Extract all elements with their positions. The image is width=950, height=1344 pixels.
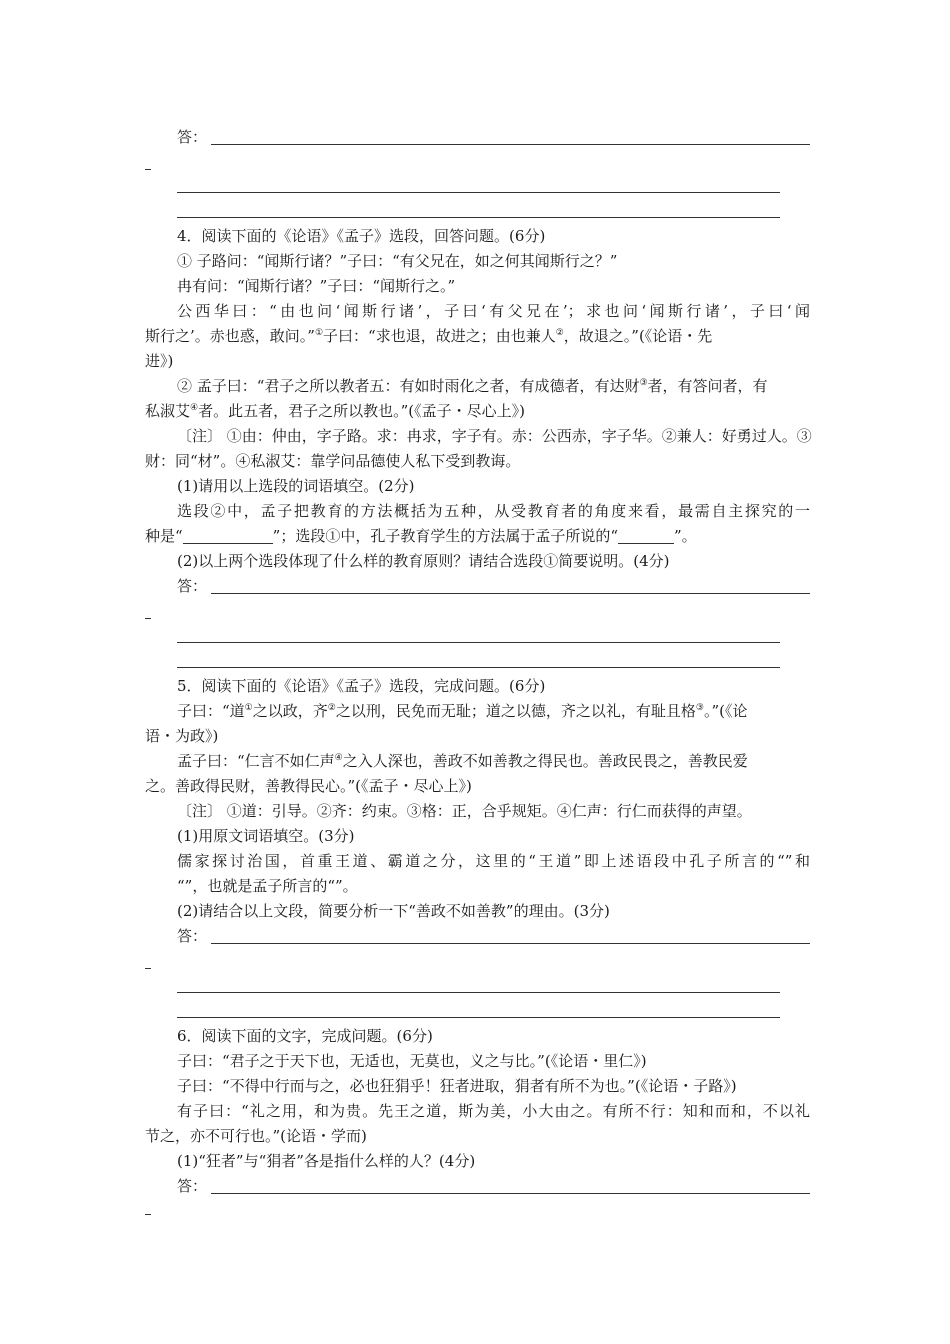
q6-text-line: 有子曰：“礼之用，和为贵。先王之道，斯为美，小大由之。有所不行：知和而和，不以礼	[177, 1102, 810, 1120]
q4-text-line: 进》)	[145, 352, 174, 370]
answer-row-top[interactable]	[177, 125, 810, 150]
q5-sub1-text: 儒家探讨治国，首重王道、霸道之分，这里的“王道”即上述语段中孔子所言的“”和	[177, 852, 810, 870]
text-span: ”。	[674, 527, 697, 545]
text-span: 者，有答问者，有	[647, 377, 768, 395]
q4-text-line: 冉有问：“闻斯行诸？”子曰：“闻斯行之。”	[177, 277, 456, 295]
dash-mark	[145, 169, 151, 170]
answer-row-q6[interactable]	[177, 1174, 810, 1199]
q4-note: 财：同“材”。④私淑艾：靠学问品德使人私下受到教诲。	[145, 452, 521, 470]
q4-sub1: (1)请用以上选段的词语填空。(2分)	[177, 477, 415, 495]
q6-text-line: 子曰：“不得中行而与之，必也狂狷乎！狂者进取，狷者有所不为也。”(《论语・子路》)	[177, 1077, 737, 1095]
text-span: 之以刑，民免而无耻；道之以德，齐之以礼，有耻且格	[335, 702, 696, 720]
footnote-mark: ②	[327, 703, 336, 713]
q6-text-line: 子曰：“君子之于天下也，无适也，无莫也，义之与比。”(《论语・里仁》)	[177, 1052, 647, 1070]
text-span: 之以政，齐	[252, 702, 328, 720]
q5-title: 5．阅读下面的《论语》《孟子》选段，完成问题。(6分)	[177, 677, 546, 695]
text-span: 。”(《论	[703, 702, 748, 720]
answer-line	[177, 992, 780, 993]
q4-text-line: 公西华曰：“由也问‘闻斯行诸’，子曰‘有父兄在’；求也问‘闻斯行诸’，子曰‘闻	[177, 302, 810, 320]
dash-mark	[145, 968, 151, 969]
text-span: ② 孟子曰：“君子之所以教者五：有如时雨化之者，有成德者，有达财	[177, 377, 640, 395]
q4-sub1-text: 选段②中，孟子把教育的方法概括为五种，从受教育者的角度来看，最需自主探究的一	[177, 502, 810, 520]
q6-title: 6．阅读下面的文字，完成问题。(6分)	[177, 1027, 433, 1045]
footnote-mark: ④	[334, 753, 343, 763]
answer-line	[177, 667, 780, 668]
q5-note: 〔注〕 ①道：引导。②齐：约束。③格：正，合乎规矩。④仁声：行仁而获得的声望。	[177, 802, 752, 820]
answer-label: 答：	[177, 1177, 208, 1195]
q5-sub1-text: “”，也就是孟子所言的“”。	[177, 877, 358, 895]
answer-line	[177, 1017, 780, 1018]
answer-label: 答：	[177, 577, 208, 595]
answer-line	[177, 217, 780, 218]
q5-text-line: 语・为政》)	[145, 727, 219, 745]
q4-text-line	[145, 324, 810, 349]
q4-text-line	[145, 374, 810, 399]
q4-note: 〔注〕 ①由：仲由，字子路。求：冉求，字子有。赤：公西赤，字子华。②兼人：好勇过人。③	[177, 427, 812, 445]
answer-row-q4[interactable]	[177, 574, 810, 599]
footnote-mark: ①	[314, 328, 324, 338]
q5-sub2: (2)请结合以上文段，简要分析一下“善政不如善教”的理由。(3分)	[177, 902, 610, 920]
q4-text-line	[145, 399, 810, 424]
dash-mark	[145, 1214, 151, 1215]
answer-line	[211, 1193, 810, 1194]
text-span: 种是“	[145, 527, 183, 545]
footnote-mark: ①	[244, 703, 253, 713]
footnote-mark: ②	[555, 328, 564, 338]
q4-text-line: ① 子路问：“闻斯行诸？”子曰：“有父兄在，如之何其闻斯行之？”	[177, 252, 618, 270]
answer-line	[211, 943, 810, 944]
q4-sub1-text	[145, 524, 810, 549]
text-span: 斯行之’。赤也惑，敢问。”	[145, 327, 315, 345]
text-span: 孟子曰：“仁言不如仁声	[177, 752, 335, 770]
fill-blank[interactable]	[618, 527, 674, 544]
q6-sub1: (1)“狂者”与“狷者”各是指什么样的人？(4分)	[177, 1152, 476, 1170]
q6-text-line: 节之，亦不可行也。”(论语・学而)	[145, 1127, 367, 1145]
answer-row-q5[interactable]	[177, 924, 810, 949]
answer-line	[211, 593, 810, 594]
footnote-mark: ③	[639, 378, 648, 388]
answer-line	[211, 144, 810, 145]
q5-text-line	[145, 699, 810, 724]
q4-title: 4．阅读下面的《论语》《孟子》选段，回答问题。(6分)	[177, 227, 546, 245]
answer-line	[177, 192, 780, 193]
footnote-mark: ③	[695, 703, 704, 713]
text-span: ”；选段①中，孔子教育学生的方法属于孟子所说的“	[272, 527, 619, 545]
fill-blank[interactable]	[183, 527, 273, 544]
footnote-mark: ④	[190, 403, 199, 413]
text-span: 子曰：“道	[177, 702, 245, 720]
q5-text-line	[145, 749, 810, 774]
q4-sub2: (2)以上两个选段体现了什么样的教育原则？请结合选段①简要说明。(4分)	[177, 552, 670, 570]
q5-text-line: 之。善政得民财，善教得民心。”(《孟子・尽心上》)	[145, 777, 472, 795]
answer-line	[177, 642, 780, 643]
answer-label: 答：	[177, 128, 208, 146]
text-span: 私淑艾	[145, 402, 191, 420]
dash-mark	[145, 618, 151, 619]
text-span: 之入人深也，善政不如善教之得民也。善政民畏之，善教民爱	[342, 752, 748, 770]
text-span: ，故退之。”(《论语・先	[563, 327, 713, 345]
text-span: 子曰：“求也退，故进之；由也兼人	[323, 327, 556, 345]
text-span: 者。此五者，君子之所以教也。”(《孟子・尽心上》)	[198, 402, 525, 420]
answer-label: 答：	[177, 927, 208, 945]
q5-sub1: (1)用原文词语填空。(3分)	[177, 827, 355, 845]
